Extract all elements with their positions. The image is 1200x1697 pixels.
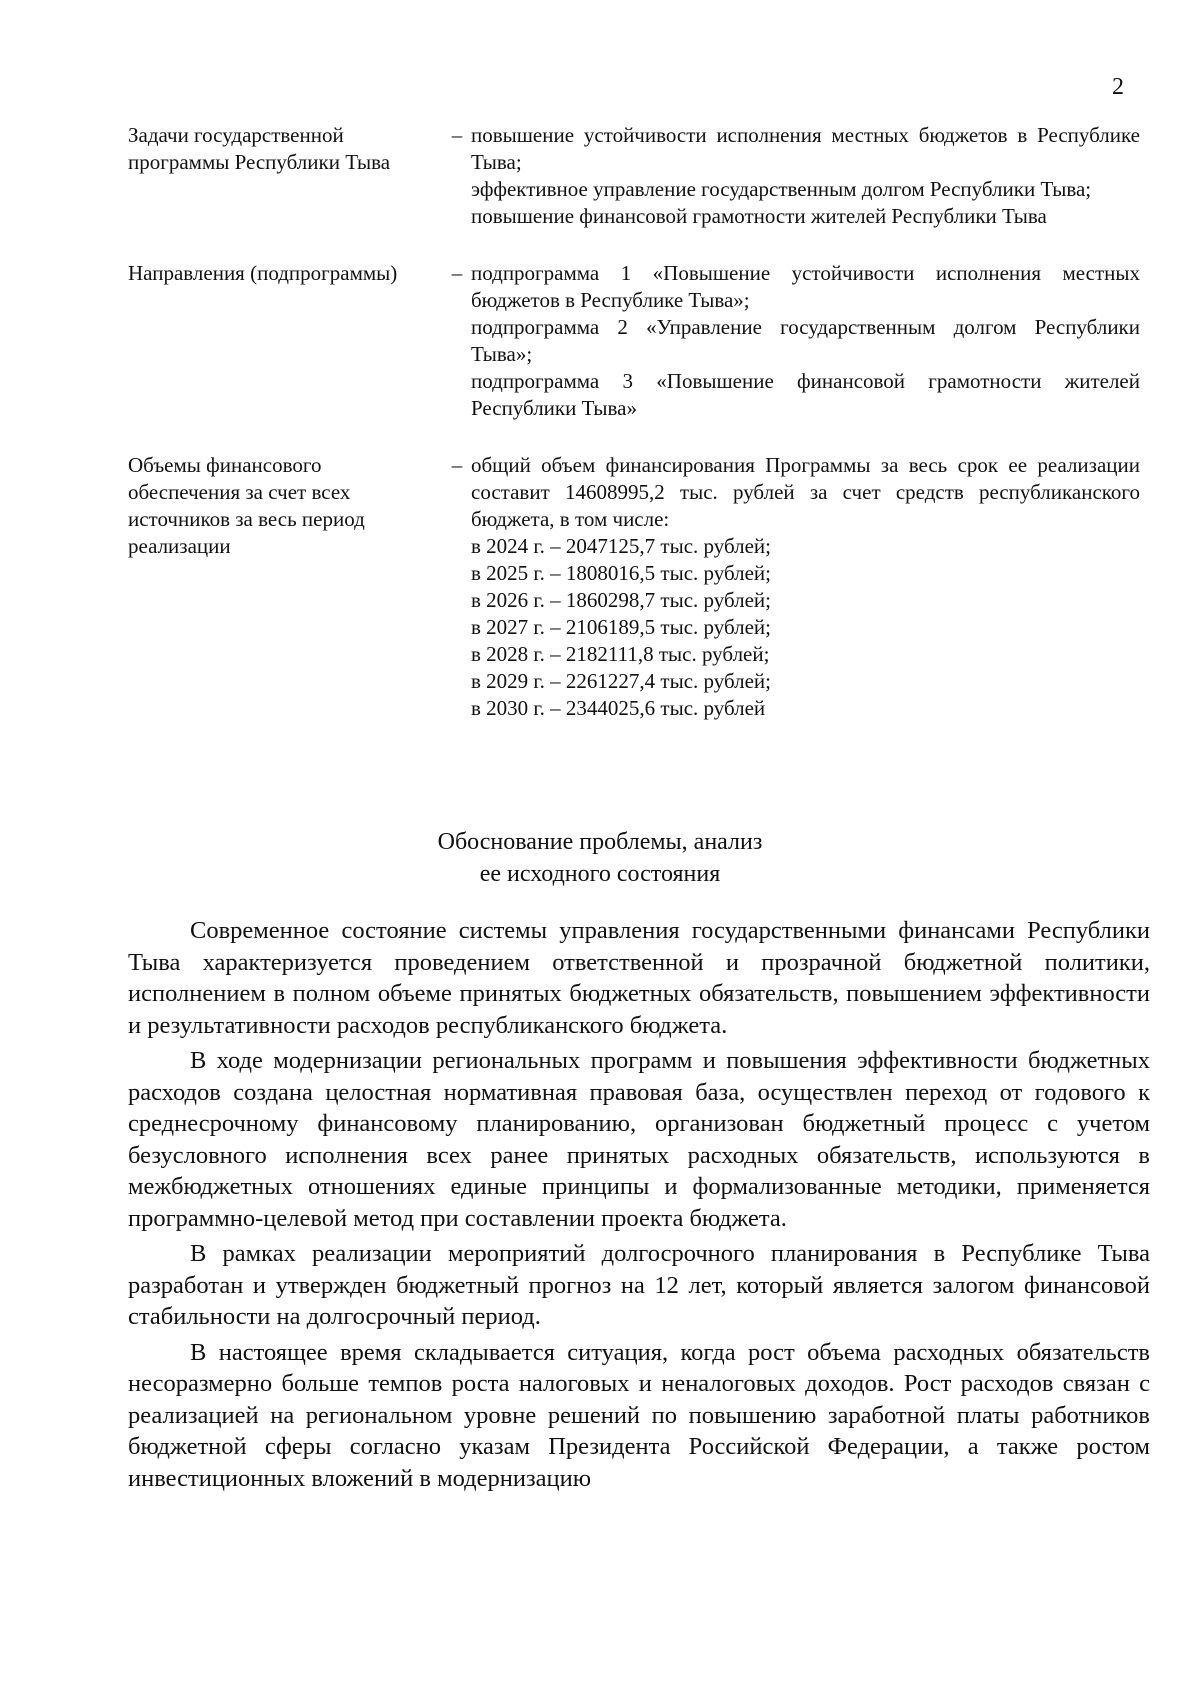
passport-row-tasks <box>128 122 1140 230</box>
passport-value-year: в 2030 г. – 2344025,6 тыс. рублей <box>471 696 766 720</box>
passport-value: общий объем финансирования Программы за весь срок ее реализации составит 14608995,2 тыс. рублей за счет средств республиканского бюджета, в том числе: <box>471 453 1140 531</box>
passport-label-directions: Направления (подпрограммы) <box>128 261 398 285</box>
page-number: 2 <box>1112 74 1124 100</box>
passport-value: эффективное управление государственным долгом Республики Тыва; <box>471 177 1092 201</box>
passport-label-funding: Объемы финансового обеспечения за счет всех источников за весь период реализации <box>128 453 365 558</box>
paragraph: Современное состояние системы управления государственными финансами Республики Тыва характеризуется проведением ответственной и прозрачной бюджетной политики, исполнением в полном объеме принятых бюджетных обязательств, повышением эффективности и результативности расходов республиканского бюджета. <box>128 917 1150 1039</box>
passport-value: повышение устойчивости исполнения местных бюджетов в Республике Тыва; <box>471 123 1140 174</box>
passport-value: подпрограмма 3 «Повышение финансовой грамотности жителей Республики Тыва» <box>471 369 1140 420</box>
passport-value: подпрограмма 1 «Повышение устойчивости исполнения местных бюджетов в Республике Тыва»; <box>471 261 1140 312</box>
passport-row-funding <box>128 452 1140 722</box>
paragraph: В ходе модернизации региональных программ и повышения эффективности бюджетных расходов создана целостная нормативная правовая база, осуществлен переход от годового к среднесрочному финансовому планированию, организован бюджетный процесс с учетом безусловного исполнения всех ранее принятых расходных обязательств, используются в межбюджетных отношениях единые принципы и формализованные методики, применяется программно-целевой метод при составлении проекта бюджета. <box>128 1047 1150 1232</box>
passport-dash: – <box>451 123 463 147</box>
passport-value-year: в 2027 г. – 2106189,5 тыс. рублей; <box>471 615 771 639</box>
passport-values-directions <box>471 260 1140 422</box>
passport-row-directions <box>128 260 1140 422</box>
passport-value-year: в 2029 г. – 2261227,4 тыс. рублей; <box>471 669 771 693</box>
passport-value-year: в 2024 г. – 2047125,7 тыс. рублей; <box>471 534 771 558</box>
passport-value: повышение финансовой грамотности жителей Республики Тыва <box>471 204 1047 228</box>
section-heading <box>0 826 1200 890</box>
program-passport-table <box>128 122 1140 752</box>
passport-value-year: в 2025 г. – 1808016,5 тыс. рублей; <box>471 561 771 585</box>
passport-value: подпрограмма 2 «Управление государственным долгом Республики Тыва»; <box>471 315 1140 366</box>
body-text <box>128 915 1150 1498</box>
passport-value-year: в 2028 г. – 2182111,8 тыс. рублей; <box>471 642 770 666</box>
passport-values-funding <box>471 452 1140 722</box>
section-heading-line1: Обоснование проблемы, анализ <box>437 829 763 855</box>
paragraph: В рамках реализации мероприятий долгосрочного планирования в Республике Тыва разработан и утвержден бюджетный прогноз на 12 лет, который является залогом финансовой стабильности на долгосрочный период. <box>128 1240 1150 1330</box>
passport-dash: – <box>451 261 463 285</box>
section-heading-line2: ее исходного состояния <box>479 861 721 887</box>
passport-dash: – <box>451 453 463 477</box>
passport-value-year: в 2026 г. – 1860298,7 тыс. рублей; <box>471 588 771 612</box>
paragraph: В настоящее время складывается ситуация, когда рост объема расходных обязательств несоразмерно больше темпов роста налоговых и неналоговых доходов. Рост расходов связан с реализацией на региональном уровне решений по повышению заработной платы работников бюджетной сферы согласно указам Президента Российской Федерации, а также ростом инвестиционных вложений в модернизацию <box>128 1338 1150 1492</box>
passport-values-tasks <box>471 122 1140 230</box>
passport-label-tasks: Задачи государственной программы Республики Тыва <box>128 123 391 174</box>
